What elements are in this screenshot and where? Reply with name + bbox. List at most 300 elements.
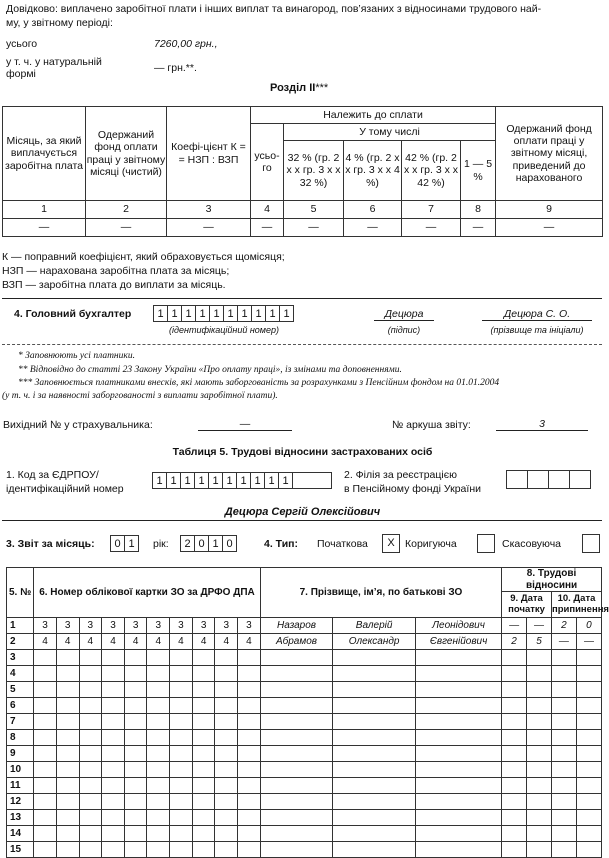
first-name-cell bbox=[333, 762, 416, 778]
start-date-cell bbox=[527, 810, 552, 826]
card-digit bbox=[79, 810, 102, 826]
accountant-label: 4. Головний бухгалтер bbox=[14, 308, 132, 320]
hdr-card: 6. Номер облікової картки ЗО за ДРФО ДПА bbox=[34, 568, 261, 618]
id-digit: 1 bbox=[223, 305, 238, 322]
edrpou-digit: 1 bbox=[194, 472, 209, 489]
card-digit bbox=[192, 842, 215, 858]
card-digit: 3 bbox=[34, 618, 57, 634]
footnote-2: ** Відповідно до статті 23 Закону України «Про оплату праці», із змінами та доповненнями. bbox=[18, 364, 402, 375]
card-digit: 3 bbox=[124, 618, 147, 634]
card-digit bbox=[124, 682, 147, 698]
card-digit bbox=[147, 698, 170, 714]
card-digit bbox=[192, 698, 215, 714]
card-digit: 3 bbox=[238, 618, 261, 634]
hdr-labor: 8. Трудові відносини bbox=[502, 568, 602, 592]
start-date-cell bbox=[527, 778, 552, 794]
start-date-cell bbox=[502, 698, 527, 714]
card-digit bbox=[170, 826, 193, 842]
card-digit: 4 bbox=[124, 634, 147, 650]
row-number: 10 bbox=[7, 762, 34, 778]
first-name-cell: Валерій bbox=[333, 618, 416, 634]
surname-cell bbox=[260, 794, 333, 810]
first-name-cell bbox=[333, 666, 416, 682]
card-digit bbox=[215, 778, 238, 794]
end-date-cell: — bbox=[551, 634, 576, 650]
month-digit[interactable]: 1 bbox=[124, 535, 139, 552]
card-digit bbox=[79, 682, 102, 698]
hdr-name: 7. Прізвище, ім’я, по батькові ЗО bbox=[260, 568, 501, 618]
end-date-cell bbox=[551, 746, 576, 762]
cell-value: — bbox=[3, 219, 86, 237]
card-digit: 3 bbox=[56, 618, 79, 634]
start-date-cell bbox=[527, 842, 552, 858]
surname-cell: Абрамов bbox=[260, 634, 333, 650]
card-digit: 3 bbox=[147, 618, 170, 634]
signature: Децюра bbox=[374, 308, 434, 321]
patronymic-cell bbox=[415, 698, 501, 714]
colnum: 3 bbox=[167, 201, 251, 219]
section-title-mark: *** bbox=[315, 82, 329, 94]
cell-value: — bbox=[284, 219, 344, 237]
row-number: 8 bbox=[7, 730, 34, 746]
end-date-cell: 2 bbox=[551, 618, 576, 634]
card-digit: 4 bbox=[192, 634, 215, 650]
notes bbox=[2, 250, 285, 292]
card-digit bbox=[147, 746, 170, 762]
card-digit bbox=[170, 842, 193, 858]
first-name-cell bbox=[333, 810, 416, 826]
card-digit bbox=[56, 794, 79, 810]
card-digit bbox=[34, 794, 57, 810]
surname-cell bbox=[260, 698, 333, 714]
year-cells bbox=[180, 535, 237, 552]
card-digit bbox=[124, 714, 147, 730]
start-date-cell: — bbox=[502, 618, 527, 634]
edrpou-cells bbox=[152, 472, 332, 489]
card-digit bbox=[147, 666, 170, 682]
cell-value: — bbox=[496, 219, 603, 237]
card-digit bbox=[238, 698, 261, 714]
card-digit bbox=[79, 794, 102, 810]
card-digit bbox=[215, 698, 238, 714]
card-digit bbox=[192, 810, 215, 826]
edrpou-digit: 1 bbox=[278, 472, 293, 489]
name-caption: (прізвище та ініціали) bbox=[490, 325, 584, 335]
table5-title: Таблиця 5. Трудові відносини застрахованих осіб bbox=[172, 446, 433, 458]
type-initial-label: Початкова bbox=[317, 538, 368, 550]
hdr-coef: Коефі-цієнт К = = НЗП : ВЗП bbox=[167, 107, 251, 201]
start-date-cell bbox=[502, 666, 527, 682]
table-row bbox=[7, 714, 602, 730]
end-date-cell bbox=[551, 666, 576, 682]
card-digit bbox=[147, 682, 170, 698]
table-row bbox=[7, 634, 602, 650]
end-date-cell bbox=[551, 714, 576, 730]
surname-cell bbox=[260, 746, 333, 762]
id-digit: 1 bbox=[167, 305, 182, 322]
card-digit bbox=[56, 778, 79, 794]
card-digit bbox=[170, 746, 193, 762]
card-digit bbox=[170, 714, 193, 730]
start-date-cell bbox=[502, 842, 527, 858]
card-digit bbox=[170, 666, 193, 682]
surname-cell bbox=[260, 666, 333, 682]
card-digit bbox=[56, 666, 79, 682]
card-digit bbox=[34, 842, 57, 858]
card-digit bbox=[147, 730, 170, 746]
start-date-cell bbox=[527, 698, 552, 714]
start-date-cell bbox=[502, 746, 527, 762]
card-digit bbox=[147, 650, 170, 666]
type-corrective-checkbox[interactable] bbox=[477, 534, 495, 553]
first-name-cell bbox=[333, 730, 416, 746]
cell-value: — bbox=[402, 219, 461, 237]
patronymic-cell bbox=[415, 778, 501, 794]
branch-digit[interactable] bbox=[527, 470, 549, 489]
edrpou-digit: 1 bbox=[152, 472, 167, 489]
card-digit bbox=[215, 762, 238, 778]
card-digit bbox=[215, 794, 238, 810]
card-digit bbox=[102, 682, 125, 698]
branch-digit[interactable] bbox=[548, 470, 570, 489]
cell-value: — bbox=[461, 219, 496, 237]
card-digit bbox=[34, 762, 57, 778]
card-digit bbox=[215, 746, 238, 762]
card-digit bbox=[79, 762, 102, 778]
hdr-payable: Належить до сплати bbox=[251, 107, 496, 124]
edrpou-digit: 1 bbox=[236, 472, 251, 489]
start-date-cell bbox=[502, 826, 527, 842]
card-digit bbox=[79, 714, 102, 730]
end-date-cell bbox=[551, 826, 576, 842]
sheet-value: 3 bbox=[496, 418, 588, 431]
card-digit bbox=[79, 666, 102, 682]
card-digit bbox=[192, 746, 215, 762]
end-date-cell bbox=[576, 842, 601, 858]
card-digit bbox=[238, 666, 261, 682]
first-name-cell bbox=[333, 650, 416, 666]
card-digit bbox=[215, 682, 238, 698]
end-date-cell bbox=[576, 650, 601, 666]
card-digit: 4 bbox=[102, 634, 125, 650]
surname-cell bbox=[260, 682, 333, 698]
card-digit bbox=[79, 730, 102, 746]
card-digit bbox=[124, 650, 147, 666]
row-number: 6 bbox=[7, 698, 34, 714]
year-digit[interactable]: 2 bbox=[180, 535, 195, 552]
end-date-cell bbox=[576, 698, 601, 714]
id-digit: 1 bbox=[251, 305, 266, 322]
month-digit[interactable]: 0 bbox=[110, 535, 125, 552]
card-digit bbox=[215, 826, 238, 842]
card-digit bbox=[56, 762, 79, 778]
card-digit: 3 bbox=[215, 618, 238, 634]
card-digit bbox=[192, 826, 215, 842]
start-date-cell bbox=[502, 714, 527, 730]
surname-cell bbox=[260, 826, 333, 842]
card-digit bbox=[215, 730, 238, 746]
end-date-cell bbox=[551, 730, 576, 746]
card-digit bbox=[215, 714, 238, 730]
card-digit bbox=[102, 730, 125, 746]
end-date-cell bbox=[551, 698, 576, 714]
card-digit bbox=[79, 698, 102, 714]
card-digit bbox=[56, 682, 79, 698]
id-digit: 1 bbox=[153, 305, 168, 322]
card-digit bbox=[192, 714, 215, 730]
table-row bbox=[7, 842, 602, 858]
row-number: 11 bbox=[7, 778, 34, 794]
hdr-32: 32 % (гр. 2 х х гр. 3 х х 32 %) bbox=[284, 141, 344, 201]
branch-digit[interactable] bbox=[569, 470, 591, 489]
end-date-cell bbox=[551, 810, 576, 826]
row-number: 4 bbox=[7, 666, 34, 682]
total-label: усього bbox=[6, 38, 38, 50]
card-digit bbox=[170, 650, 193, 666]
table-row bbox=[7, 826, 602, 842]
card-digit bbox=[102, 746, 125, 762]
divider bbox=[2, 520, 602, 521]
card-digit bbox=[56, 746, 79, 762]
card-digit bbox=[170, 698, 193, 714]
outgoing-label: Вихідний № у страхувальника: bbox=[3, 419, 153, 431]
card-digit: 4 bbox=[56, 634, 79, 650]
card-digit bbox=[56, 714, 79, 730]
signature-caption: (підпис) bbox=[387, 325, 421, 335]
card-digit bbox=[124, 666, 147, 682]
card-digit bbox=[192, 794, 215, 810]
hdr-no: 5. № bbox=[7, 568, 34, 618]
branch-digit[interactable] bbox=[506, 470, 528, 489]
cell-value: — bbox=[251, 219, 284, 237]
table-row bbox=[7, 762, 602, 778]
year-digit[interactable]: 0 bbox=[222, 535, 237, 552]
note-vzp: ВЗП — заробітна плата до виплати за місяць. bbox=[2, 279, 226, 291]
start-date-cell bbox=[527, 826, 552, 842]
end-date-cell: — bbox=[576, 634, 601, 650]
row-number: 5 bbox=[7, 682, 34, 698]
card-digit bbox=[34, 730, 57, 746]
year-label: рік: bbox=[153, 538, 169, 550]
section2-table bbox=[2, 106, 603, 237]
type-label: 4. Тип: bbox=[264, 538, 298, 550]
first-name-cell bbox=[333, 826, 416, 842]
card-digit bbox=[34, 682, 57, 698]
intro-line-2: му, у звітному періоді: bbox=[6, 17, 113, 29]
section-title-text: Розділ ІІ bbox=[270, 82, 316, 94]
card-digit bbox=[238, 826, 261, 842]
card-digit bbox=[238, 794, 261, 810]
surname-cell bbox=[260, 842, 333, 858]
card-digit bbox=[34, 666, 57, 682]
id-digit: 1 bbox=[279, 305, 294, 322]
patronymic-cell bbox=[415, 666, 501, 682]
total-value: 7260,00 грн., bbox=[154, 38, 218, 50]
card-digit bbox=[192, 778, 215, 794]
start-date-cell bbox=[502, 778, 527, 794]
card-digit: 4 bbox=[34, 634, 57, 650]
card-digit bbox=[147, 778, 170, 794]
card-digit bbox=[170, 810, 193, 826]
card-digit bbox=[238, 682, 261, 698]
card-digit bbox=[102, 650, 125, 666]
row-number: 15 bbox=[7, 842, 34, 858]
card-digit bbox=[102, 698, 125, 714]
hdr-end: 10. Дата припинення bbox=[551, 592, 601, 618]
card-digit bbox=[238, 762, 261, 778]
start-date-cell bbox=[527, 762, 552, 778]
patronymic-cell bbox=[415, 762, 501, 778]
id-digit: 1 bbox=[237, 305, 252, 322]
type-cancel-checkbox[interactable] bbox=[582, 534, 600, 553]
end-date-cell bbox=[576, 714, 601, 730]
surname-cell bbox=[260, 714, 333, 730]
branch-label-1: 2. Філія за реєстрацією bbox=[344, 469, 457, 481]
note-k: К — поправний коефіцієнт, який обраховується щомісяця; bbox=[2, 251, 285, 263]
id-digit: 1 bbox=[209, 305, 224, 322]
card-digit bbox=[124, 794, 147, 810]
accountant-id-cells bbox=[153, 305, 294, 322]
patronymic-cell bbox=[415, 714, 501, 730]
card-digit bbox=[147, 810, 170, 826]
card-digit bbox=[238, 778, 261, 794]
year-digit[interactable]: 0 bbox=[194, 535, 209, 552]
month-cells bbox=[110, 535, 139, 552]
cell-value: — bbox=[86, 219, 167, 237]
card-digit bbox=[192, 682, 215, 698]
start-date-cell bbox=[502, 794, 527, 810]
card-digit bbox=[79, 842, 102, 858]
id-digit: 1 bbox=[195, 305, 210, 322]
surname-cell: Назаров bbox=[260, 618, 333, 634]
card-digit bbox=[34, 714, 57, 730]
first-name-cell bbox=[333, 698, 416, 714]
card-digit bbox=[124, 746, 147, 762]
row-number: 12 bbox=[7, 794, 34, 810]
table-row bbox=[7, 682, 602, 698]
card-digit bbox=[102, 666, 125, 682]
edrpou-digit: 1 bbox=[166, 472, 181, 489]
row-number: 14 bbox=[7, 826, 34, 842]
card-digit bbox=[147, 714, 170, 730]
cell-value: — bbox=[167, 219, 251, 237]
patronymic-cell bbox=[415, 682, 501, 698]
divider-dashed bbox=[2, 344, 602, 345]
person-name: Децюра Сергій Олексійович bbox=[224, 506, 381, 518]
row-number: 1 bbox=[7, 618, 34, 634]
row-number: 3 bbox=[7, 650, 34, 666]
start-date-cell bbox=[527, 714, 552, 730]
card-digit bbox=[56, 698, 79, 714]
card-digit bbox=[34, 810, 57, 826]
card-digit bbox=[147, 762, 170, 778]
end-date-cell bbox=[576, 810, 601, 826]
hdr-received-accrued: Одержаний фонд оплати праці у звітному місяці, приведений до нарахованого bbox=[496, 107, 603, 201]
start-date-cell bbox=[502, 762, 527, 778]
card-digit bbox=[238, 714, 261, 730]
branch-label-2: в Пенсійному фонді України bbox=[344, 483, 481, 495]
edrpou-digit: 1 bbox=[250, 472, 265, 489]
card-digit bbox=[170, 794, 193, 810]
end-date-cell bbox=[576, 730, 601, 746]
id-digit: 1 bbox=[181, 305, 196, 322]
card-digit bbox=[215, 842, 238, 858]
card-digit: 3 bbox=[170, 618, 193, 634]
id-digit: 1 bbox=[265, 305, 280, 322]
first-name-cell: Олександр bbox=[333, 634, 416, 650]
start-date-cell bbox=[502, 650, 527, 666]
start-date-cell bbox=[527, 746, 552, 762]
card-digit bbox=[238, 730, 261, 746]
first-name-cell bbox=[333, 746, 416, 762]
table-row bbox=[7, 698, 602, 714]
patronymic-cell bbox=[415, 650, 501, 666]
footnotes bbox=[18, 350, 499, 391]
card-digit bbox=[147, 794, 170, 810]
intro-line-1: Довідково: виплачено заробітної плати і інших виплат та винагород, пов’язаних з відносинами трудового най- bbox=[6, 3, 542, 15]
table-row bbox=[7, 618, 602, 634]
start-date-cell bbox=[527, 666, 552, 682]
card-digit: 4 bbox=[79, 634, 102, 650]
card-digit bbox=[147, 826, 170, 842]
end-date-cell bbox=[551, 682, 576, 698]
year-digit[interactable]: 1 bbox=[208, 535, 223, 552]
patronymic-cell bbox=[415, 810, 501, 826]
colnum: 5 bbox=[284, 201, 344, 219]
section-title bbox=[270, 82, 328, 94]
card-digit bbox=[124, 762, 147, 778]
card-digit bbox=[102, 778, 125, 794]
colnum: 4 bbox=[251, 201, 284, 219]
first-name-cell bbox=[333, 714, 416, 730]
row-number: 2 bbox=[7, 634, 34, 650]
patronymic-cell bbox=[415, 730, 501, 746]
card-digit bbox=[79, 746, 102, 762]
card-digit bbox=[79, 778, 102, 794]
hdr-total: усьо-го bbox=[251, 124, 284, 201]
card-digit bbox=[56, 730, 79, 746]
start-date-cell bbox=[527, 682, 552, 698]
card-digit bbox=[79, 650, 102, 666]
card-digit bbox=[124, 778, 147, 794]
first-name-cell bbox=[333, 778, 416, 794]
card-digit bbox=[170, 778, 193, 794]
footnote-3: *** Заповнюється платниками внесків, які мають заборгованість за розрахунками з Пенсійним фондом на 01.01.2004 bbox=[18, 378, 500, 388]
card-digit bbox=[102, 794, 125, 810]
card-digit bbox=[170, 762, 193, 778]
hdr-month: Місяць, за який виплачується заробітна плата bbox=[3, 107, 86, 201]
note-nzp: НЗП — нарахована заробітна плата за місяць; bbox=[2, 265, 230, 277]
first-name-cell bbox=[333, 794, 416, 810]
card-digit bbox=[238, 810, 261, 826]
patronymic-cell bbox=[415, 794, 501, 810]
id-caption: (ідентифікаційний номер) bbox=[169, 325, 279, 335]
branch-label bbox=[344, 468, 481, 496]
card-digit bbox=[124, 826, 147, 842]
intro-text bbox=[6, 2, 602, 30]
start-date-cell: 5 bbox=[527, 634, 552, 650]
colnum: 8 bbox=[461, 201, 496, 219]
start-date-cell bbox=[527, 650, 552, 666]
colnum: 9 bbox=[496, 201, 603, 219]
table-row bbox=[7, 794, 602, 810]
start-date-cell bbox=[527, 794, 552, 810]
hdr-received: Одержаний фонд оплати праці у звітному місяці (чистий) bbox=[86, 107, 167, 201]
edrpou-label-1: 1. Код за ЄДРПОУ/ bbox=[6, 469, 99, 481]
end-date-cell bbox=[576, 778, 601, 794]
type-initial-checkbox[interactable]: X bbox=[382, 534, 400, 553]
hdr-incl: У тому числі bbox=[284, 124, 496, 141]
